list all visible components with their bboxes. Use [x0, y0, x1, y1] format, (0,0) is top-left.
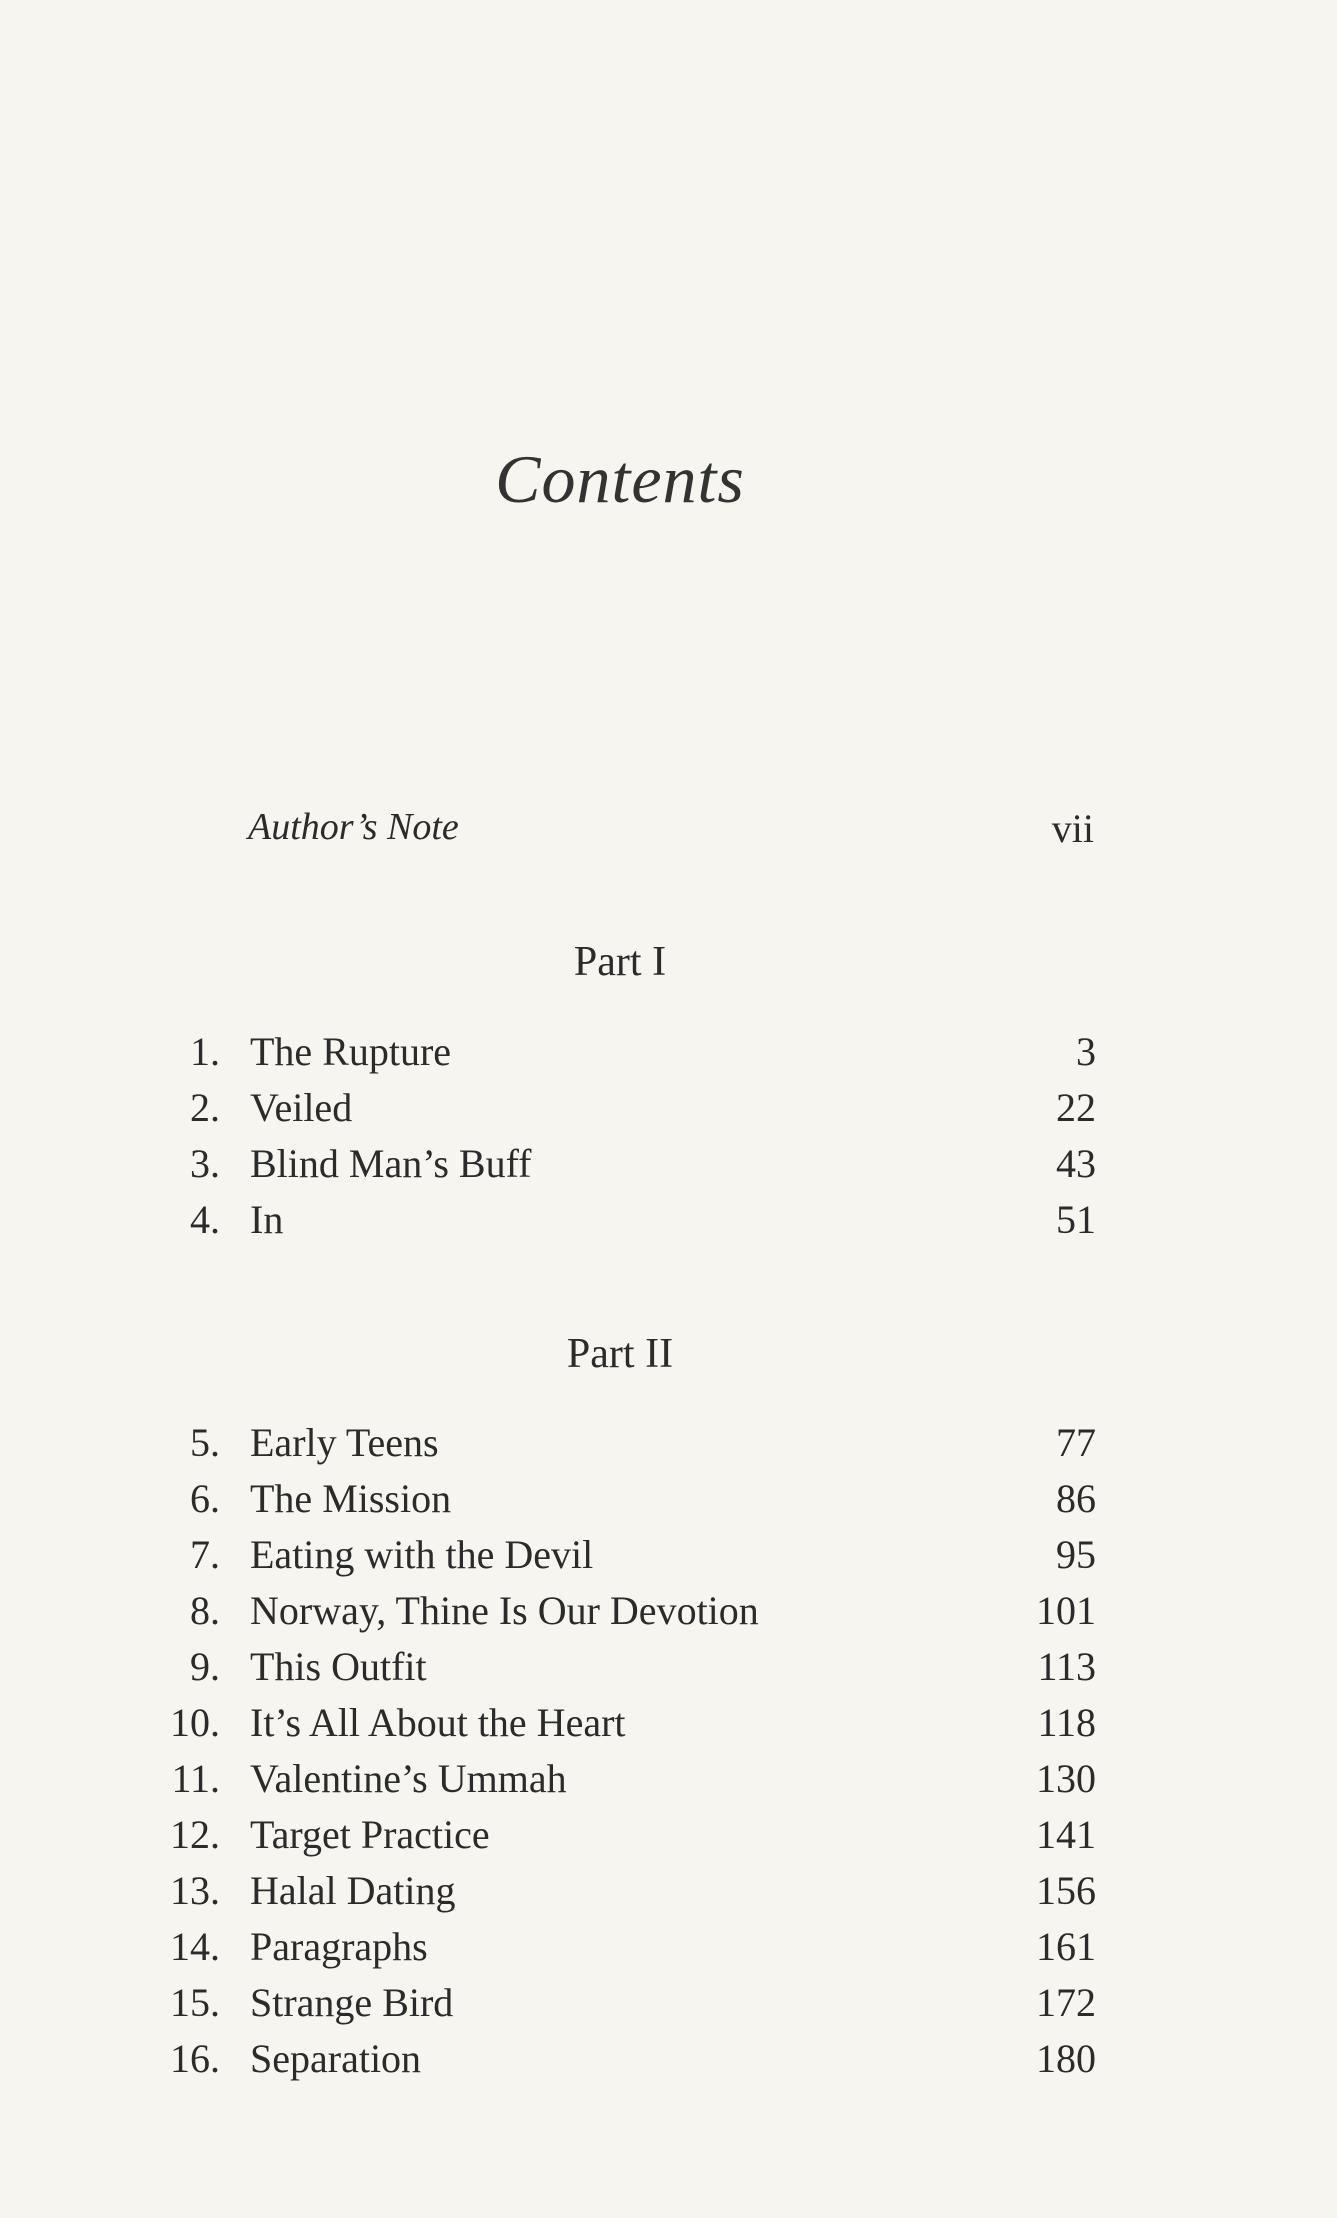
chapter-entry[interactable] [140, 1975, 1096, 2031]
chapter-number: 2. [190, 1085, 220, 1130]
chapter-entry[interactable] [140, 1583, 1096, 1639]
chapter-title: The Rupture [250, 1029, 452, 1074]
chapter-entry[interactable] [140, 1192, 1096, 1248]
chapter-title: Eating with the Devil [250, 1532, 594, 1577]
chapter-title: Paragraphs [250, 1924, 428, 1969]
chapter-title: In [250, 1197, 284, 1242]
chapter-number: 14. [170, 1924, 220, 1969]
chapter-number: 10. [170, 1700, 220, 1745]
chapter-entry[interactable] [140, 2031, 1096, 2087]
part-heading: Part II [566, 1331, 674, 1377]
chapter-number: 5. [190, 1420, 220, 1465]
chapter-entry[interactable] [140, 1527, 1096, 1583]
chapter-number: 7. [190, 1532, 220, 1577]
front-matter-entry[interactable] [248, 805, 1094, 855]
chapter-entry[interactable] [140, 1863, 1096, 1919]
chapter-title: Halal Dating [250, 1868, 456, 1913]
chapter-entry[interactable] [140, 1919, 1096, 1975]
chapter-entry[interactable] [140, 1136, 1096, 1192]
chapter-title: Early Teens [250, 1420, 439, 1465]
part-heading: Part I [573, 939, 667, 985]
chapter-page: 77 [1056, 1420, 1096, 1465]
chapter-page: 156 [1036, 1868, 1096, 1913]
chapter-page: 113 [1037, 1644, 1096, 1689]
chapter-title: Valentine’s Ummah [250, 1756, 567, 1801]
chapter-list-part-2 [140, 1415, 1096, 2087]
chapter-page: 43 [1056, 1141, 1096, 1186]
chapter-number: 4. [190, 1197, 220, 1242]
chapter-list-part-1 [140, 1024, 1096, 1248]
chapter-entry[interactable] [140, 1639, 1096, 1695]
chapter-number: 16. [170, 2036, 220, 2081]
chapter-number: 9. [190, 1644, 220, 1689]
chapter-page: 3 [1076, 1029, 1096, 1074]
chapter-number: 13. [170, 1868, 220, 1913]
chapter-entry[interactable] [140, 1415, 1096, 1471]
chapter-page: 51 [1056, 1197, 1096, 1242]
chapter-number: 6. [190, 1476, 220, 1521]
front-matter-page: vii [1051, 806, 1094, 851]
chapter-number: 11. [171, 1756, 220, 1801]
front-matter-title: Author’s Note [248, 806, 459, 848]
chapter-entry[interactable] [140, 1695, 1096, 1751]
chapter-page: 180 [1036, 2036, 1096, 2081]
chapter-number: 15. [170, 1980, 220, 2025]
chapter-title: It’s All About the Heart [250, 1700, 626, 1745]
chapter-title: Norway, Thine Is Our Devotion [250, 1588, 759, 1633]
chapter-page: 141 [1036, 1812, 1096, 1857]
chapter-number: 3. [190, 1141, 220, 1186]
chapter-entry[interactable] [140, 1751, 1096, 1807]
chapter-page: 161 [1036, 1924, 1096, 1969]
chapter-title: This Outfit [250, 1644, 427, 1689]
chapter-page: 86 [1056, 1476, 1096, 1521]
chapter-entry[interactable] [140, 1080, 1096, 1136]
chapter-entry[interactable] [140, 1471, 1096, 1527]
chapter-title: Strange Bird [250, 1980, 454, 2025]
chapter-title: Veiled [250, 1085, 353, 1130]
chapter-entry[interactable] [140, 1807, 1096, 1863]
chapter-title: The Mission [250, 1476, 452, 1521]
chapter-page: 95 [1056, 1532, 1096, 1577]
chapter-page: 172 [1036, 1980, 1096, 2025]
chapter-number: 8. [190, 1588, 220, 1633]
chapter-title: Blind Man’s Buff [250, 1141, 532, 1186]
chapter-title: Separation [250, 2036, 422, 2081]
chapter-page: 22 [1056, 1085, 1096, 1130]
chapter-page: 118 [1037, 1700, 1096, 1745]
chapter-page: 130 [1036, 1756, 1096, 1801]
chapter-number: 1. [190, 1029, 220, 1074]
chapter-title: Target Practice [250, 1812, 490, 1857]
chapter-number: 12. [170, 1812, 220, 1857]
page-title: Contents [495, 441, 745, 517]
chapter-entry[interactable] [140, 1024, 1096, 1080]
chapter-page: 101 [1036, 1588, 1096, 1633]
